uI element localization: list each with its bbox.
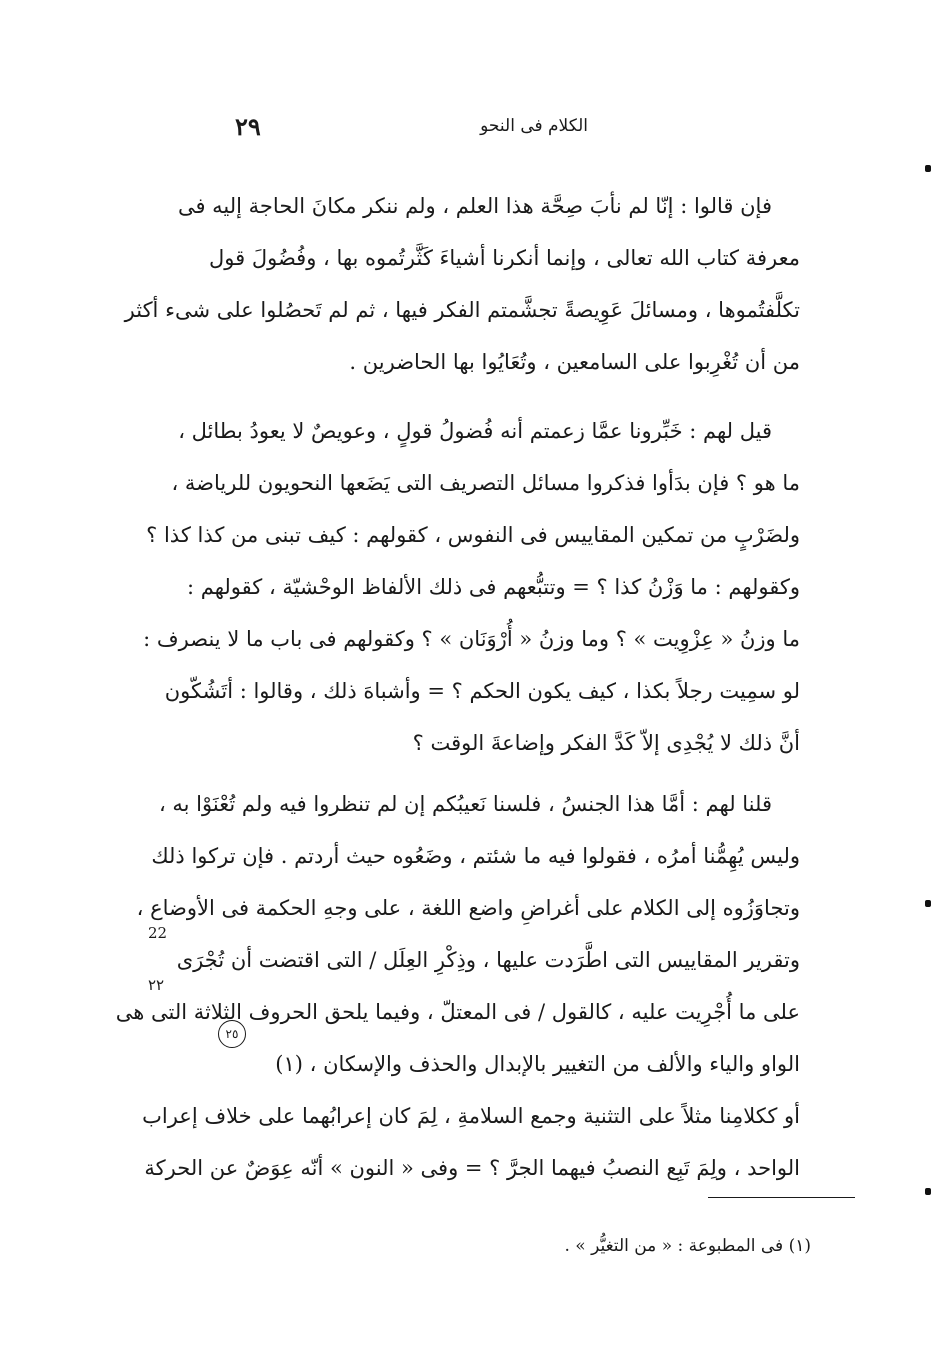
scan-edge-mark (925, 900, 931, 907)
text-line: من أن تُغْرِبوا على السامعين ، وتُعَايُوا بها الحاضرين . (349, 350, 800, 374)
text-line: وتقرير المقاييس التى اطَّرَدت عليها ، وذِكْرِ العِلَل / التى اقتضت أن تُجْرَى (176, 948, 800, 972)
text-line: ما وزنُ « عِزْوِيت » ؟ وما وزنُ « أُرْوَنَان » ؟ وكقولهم فى باب ما لا ينصرف : (143, 627, 800, 651)
text-line: أنَّ ذلك لا يُجْدِى إلاّ كَدَّ الفكر وإضاعةَ الوقت ؟ (412, 731, 800, 755)
scan-edge-mark (925, 1188, 931, 1195)
footnote-divider (708, 1197, 855, 1198)
margin-page-ref: ٢٢ (148, 976, 165, 994)
text-line: وتجاوَزُوه إلى الكلام على أغراضِ واضع اللغة ، على وجهِ الحكمة فى الأوضاع ، (136, 896, 800, 920)
text-line: معرفة كتاب الله تعالى ، وإنما أنكرنا أشياءَ كَثَّرتُموه بها ، وفُضُولَ قول (209, 246, 800, 270)
page-header (215, 112, 800, 148)
footnote: (١) فى المطبوعة : « من التغيُّر » . (564, 1236, 811, 1256)
text-line: وليس يُهِمُّنا أمرُه ، فقولوا فيه ما شئتم ، وضَعُوه حيث أردتم . فإن تركوا ذلك (151, 844, 800, 868)
text-line: أو ككلامِنا مثلاً على التثنية وجمع السلامةِ ، لِمَ كان إعرابُهما على خلاف إعراب (142, 1104, 800, 1128)
text-line: الواو والياء والألف من التغيير بالإبدال والحذف والإسكان ، (١) (275, 1052, 800, 1076)
text-line: ما هو ؟ فإن بدَأوا فذكروا مسائل التصريف التى يَضَعها النحويون للرياضة ، (171, 471, 800, 495)
running-title: الكلام فى النحو (480, 116, 588, 136)
text-line: لو سمِيت رجلاً بكذا ، كيف يكون الحكم ؟ = وأشباهَ ذلك ، وقالوا : أتَشُكّون (164, 679, 800, 703)
margin-page-ref: 22 (148, 924, 168, 942)
text-line: على ما أُجْرِيت عليه ، كالقول / فى المعتلّ ، وفيما يلحق الحروف الثلاثة التى هى (115, 1000, 800, 1024)
paragraph-1 (124, 180, 800, 388)
text-line: الواحد ، ولِمَ تَبِع النصبُ فيهما الجرَّ ؟ = وفى « النون » أنّه عِوَضٌ عن الحركة (144, 1156, 800, 1180)
text-line: قلنا لهم : أمَّا هذا الجنسُ ، فلسنا نَعيبُكم إن لم تنظروا فيه ولم تُعْنَوْا به ، (158, 792, 772, 816)
circled-section-marker: ٢٥ (218, 1020, 246, 1048)
text-line: وكقولهم : ما وَزْنُ كذا ؟ = وتتبُّعهم فى ذلك الألفاظ الوحْشيّة ، كقولهم : (187, 575, 800, 599)
paragraph-2 (143, 405, 800, 769)
scan-edge-mark (925, 165, 931, 172)
text-line: تكلَّفتُموها ، ومسائلَ عَوِيصةً تجشَّمتم الفكر فيها ، ثم لم تَحصُلوا على شىء أكثر (124, 298, 800, 322)
text-line: قيل لهم : خَبِّرونا عمَّا زعمتم أنه فُضولُ قولٍ ، وعويصٌ لا يعودُ بطائل ، (178, 419, 772, 443)
page-number: ٢٩ (235, 112, 261, 141)
text-line: فإن قالوا : إنّا لم نأبَ صِحَّة هذا العلم ، ولم ننكر مكانَ الحاجة إليه فى (177, 194, 772, 218)
text-line: ولضَرْبٍ من تمكين المقاييس فى النفوس ، كقولهم : كيف تبنى من كذا كذا ؟ (146, 523, 800, 547)
